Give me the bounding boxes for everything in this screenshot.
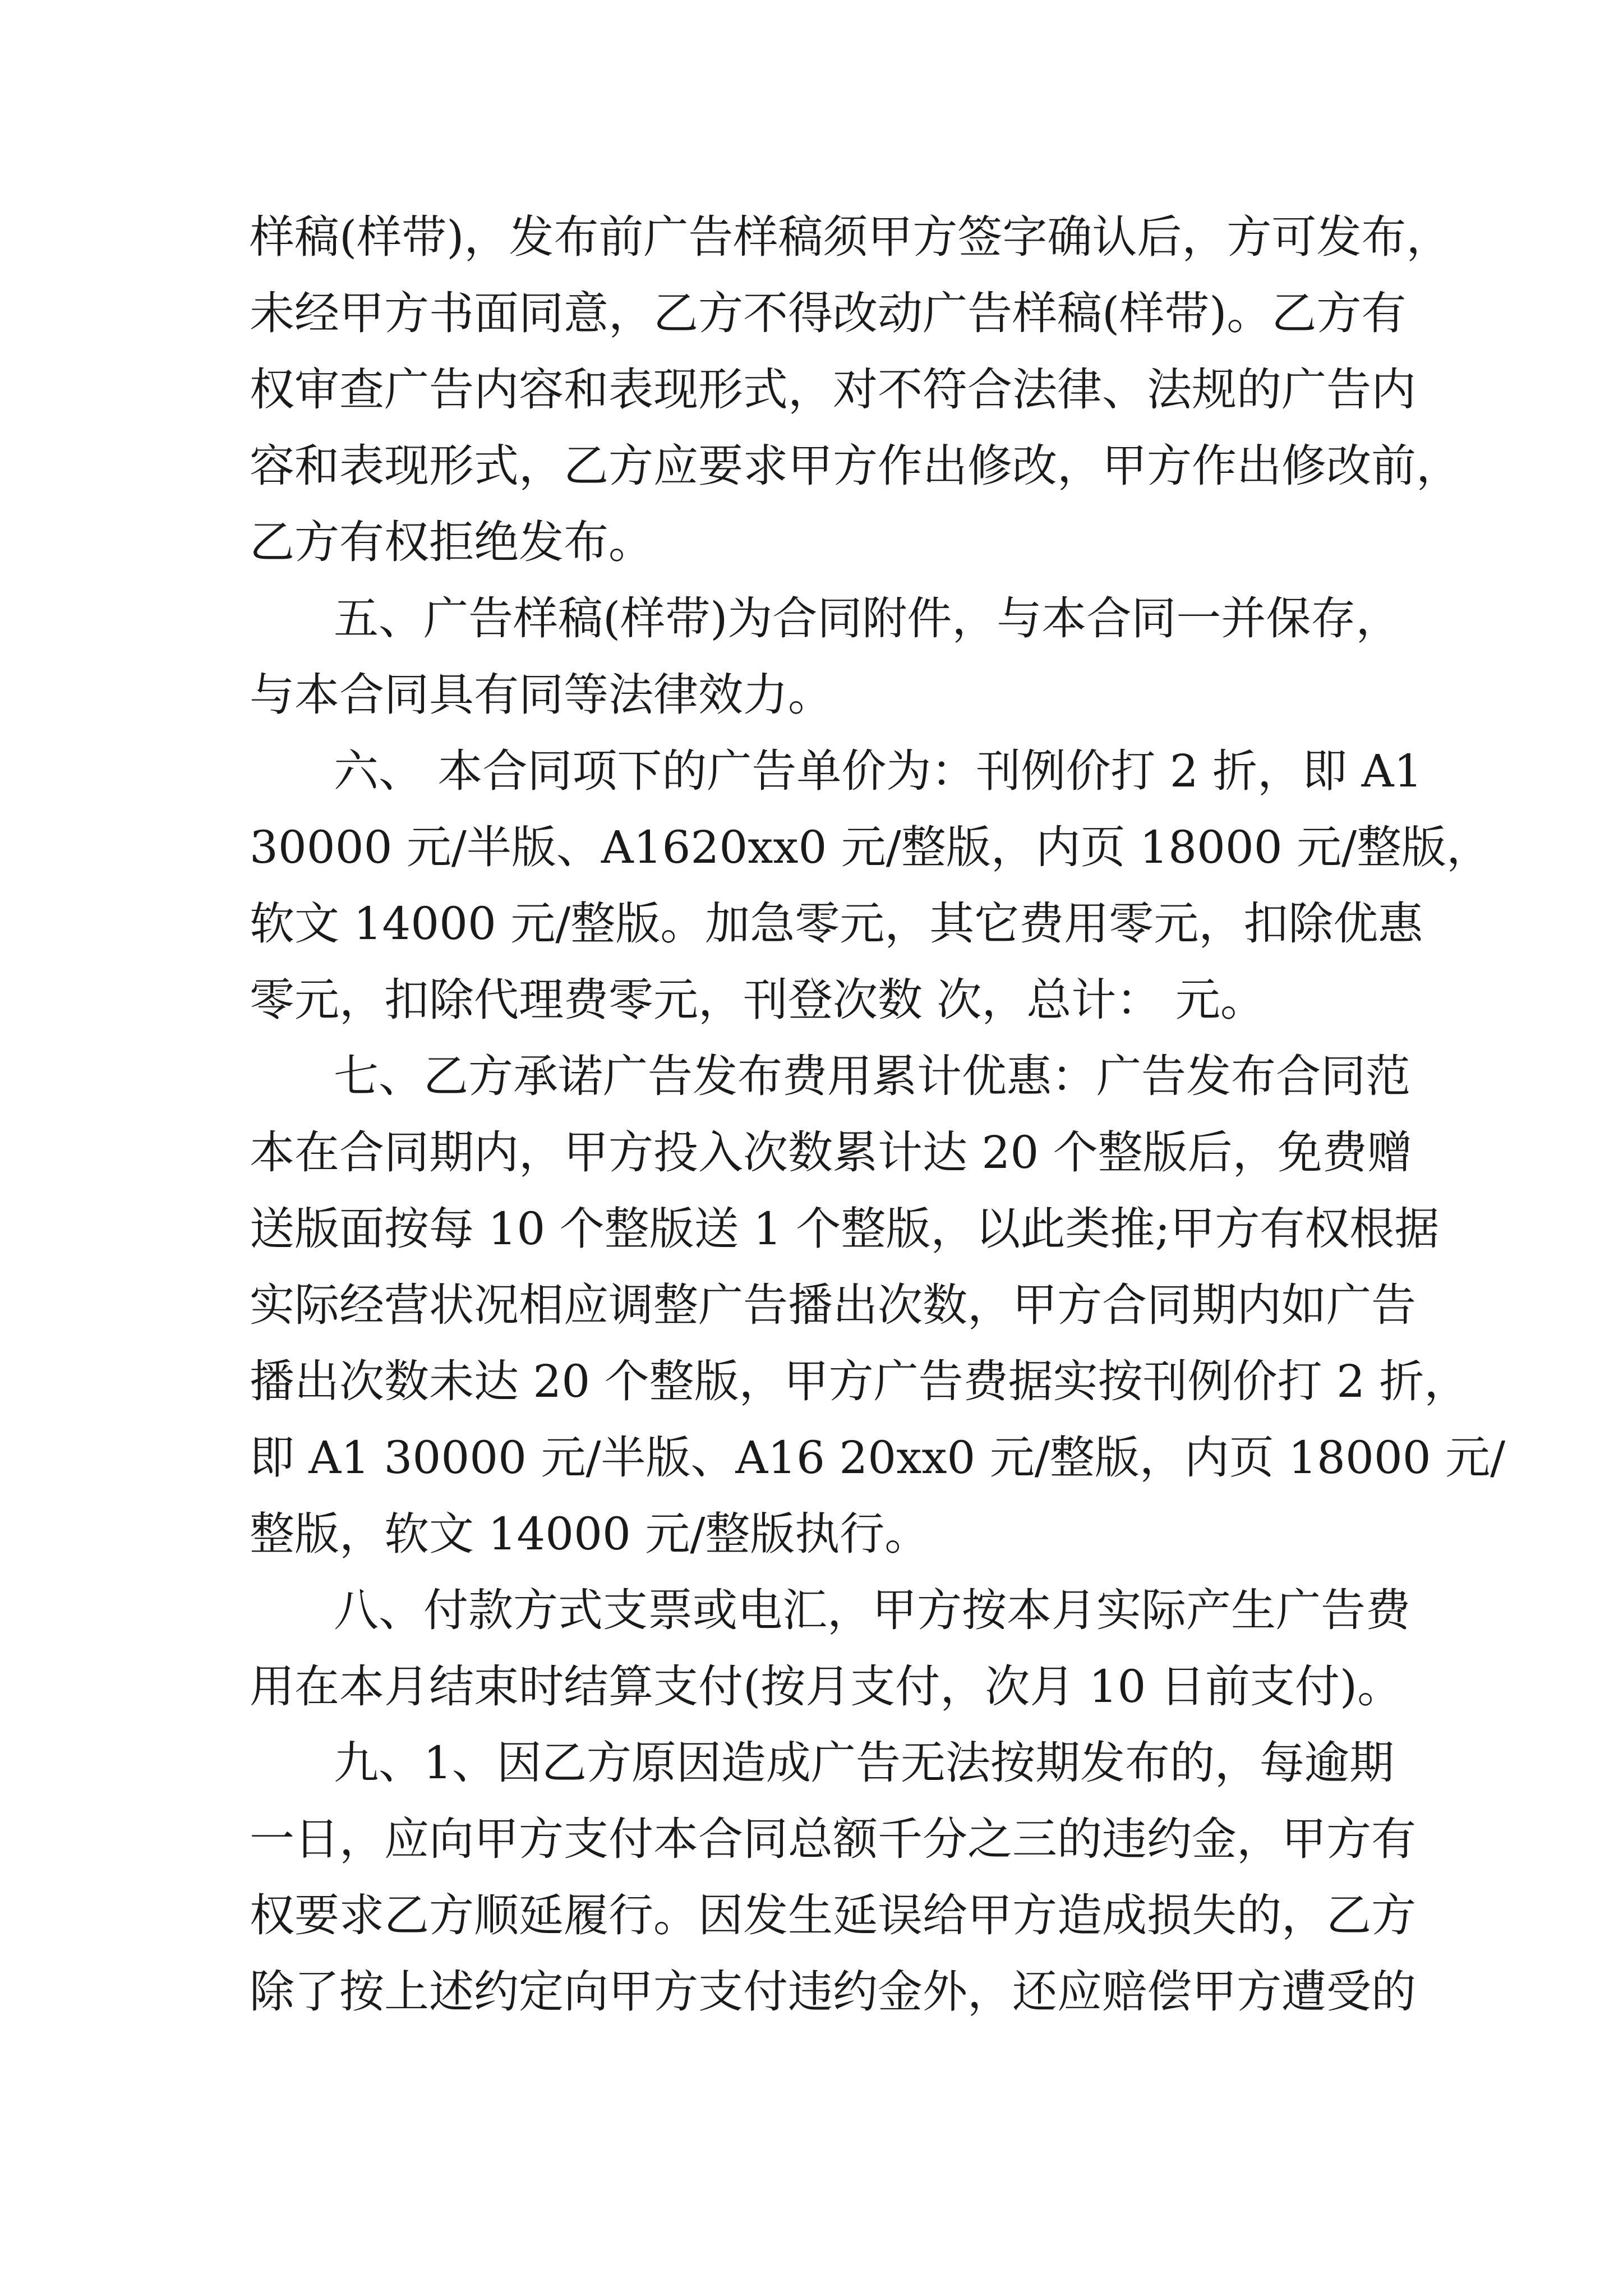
paragraph-8-line: 八、付款方式支票或电汇，甲方按本月实际产生广告费 <box>334 1584 1410 1636</box>
text-line: 权审查广告内容和表现形式，对不符合法律、法规的广告内 <box>250 364 1416 416</box>
text-line: 本在合同期内，甲方投入次数累计达 20 个整版后，免费赠 <box>250 1126 1412 1179</box>
text-line: 软文 14000 元/整版。加急零元，其它费用零元，扣除优惠 <box>250 898 1423 950</box>
text-line: 用在本月结束时结算支付(按月支付，次月 10 日前支付)。 <box>250 1660 1403 1713</box>
text-line: 除了按上述约定向甲方支付违约金外，还应赔偿甲方遭受的 <box>250 1966 1416 2018</box>
text-line: 容和表现形式，乙方应要求甲方作出修改，甲方作出修改前， <box>250 440 1461 492</box>
text-line: 送版面按每 10 个整版送 1 个整版，以此类推;甲方有权根据 <box>250 1203 1440 1255</box>
text-line: 播出次数未达 20 个整版，甲方广告费据实按刊例价打 2 折， <box>250 1355 1469 1407</box>
text-line: 未经甲方书面同意，乙方不得改动广告样稿(样带)。乙方有 <box>250 287 1407 339</box>
text-line: 30000 元/半版、A1620xx0 元/整版，内页 18000 元/整版， <box>250 821 1492 873</box>
text-line: 样稿(样带)，发布前广告样稿须甲方签字确认后，方可发布， <box>250 211 1451 263</box>
text-line: 零元，扣除代理费零元，刊登次数 次，总计： 元。 <box>250 974 1265 1026</box>
text-line: 乙方有权拒绝发布。 <box>250 516 653 568</box>
text-line: 权要求乙方顺延履行。因发生延误给甲方造成损失的，乙方 <box>250 1889 1416 1941</box>
paragraph-7-line: 七、乙方承诺广告发布费用累计优惠：广告发布合同范 <box>334 1050 1410 1102</box>
paragraph-6-line: 六、 本合同项下的广告单价为：刊例价打 2 折，即 A1 <box>334 745 1423 797</box>
document-body <box>250 199 1506 2030</box>
paragraph-9-line: 九、1、因乙方原因造成广告无法按期发布的，每逾期 <box>334 1737 1394 1789</box>
text-line: 实际经营状况相应调整广告播出次数，甲方合同期内如广告 <box>250 1279 1416 1331</box>
text-line: 一日，应向甲方支付本合同总额千分之三的违约金，甲方有 <box>250 1813 1416 1865</box>
text-line: 整版，软文 14000 元/整版执行。 <box>250 1508 930 1560</box>
text-line: 与本合同具有同等法律效力。 <box>250 669 833 721</box>
text-line: 即 A1 30000 元/半版、A16 20xx0 元/整版，内页 18000 元/ <box>250 1432 1506 1484</box>
paragraph-5-line: 五、广告样稿(样带)为合同附件，与本合同一并保存， <box>334 592 1401 645</box>
